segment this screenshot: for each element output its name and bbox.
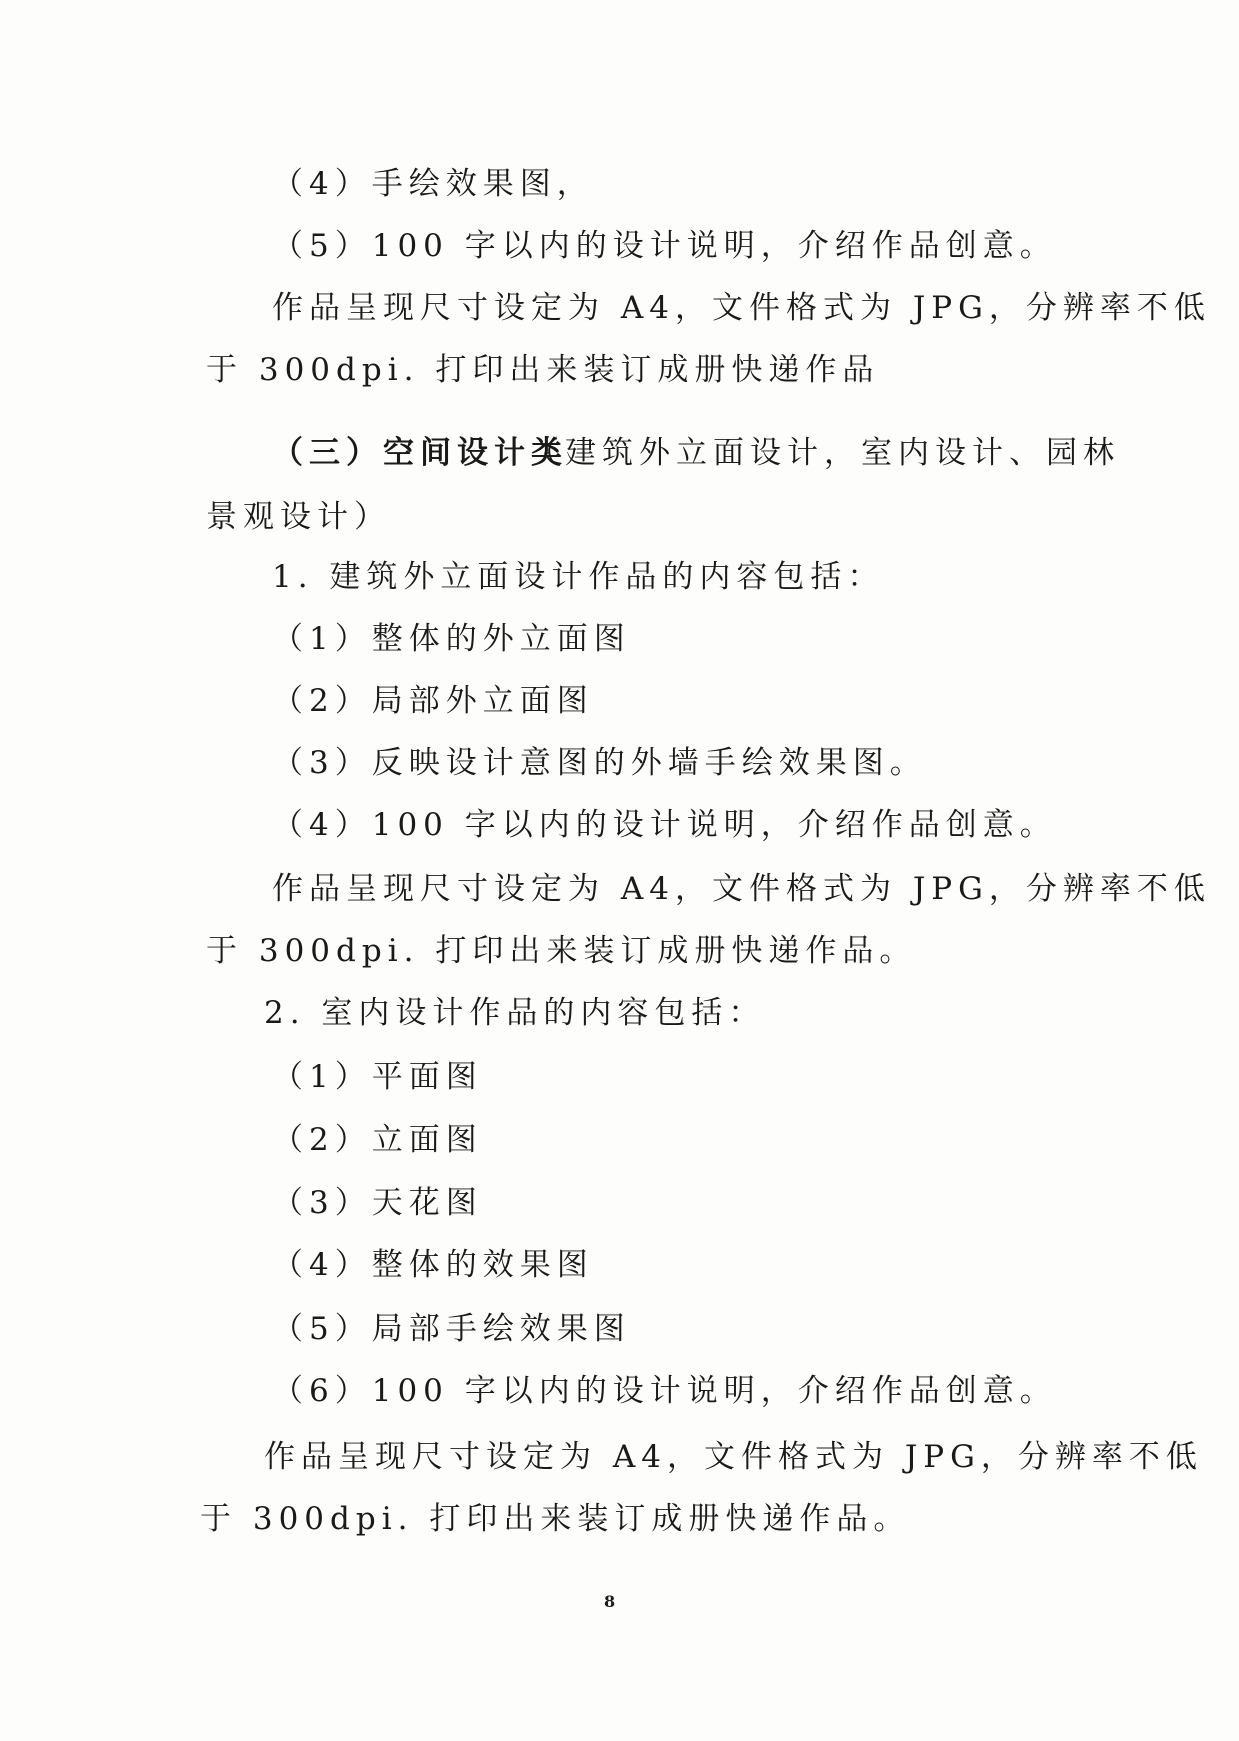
list-item-2-partial-facade: （2）局部外立面图 [272, 683, 594, 719]
paragraph-spec-line-1: 作品呈现尺寸设定为 A4，文件格式为 JPG，分辨率不低 [272, 290, 1211, 326]
section-heading-subcategories: （建筑外立面设计，室内设计、园林 [528, 435, 1120, 471]
list-item-6-description: （6）100 字以内的设计说明，介绍作品创意。 [272, 1373, 1057, 1409]
section-heading-continuation: 景观设计） [206, 499, 391, 535]
section-heading-space-design: （三）空间设计类 [272, 435, 568, 471]
list-item-1-floor-plan: （1）平面图 [272, 1059, 483, 1095]
list-item-4-overall-rendering: （4）整体的效果图 [272, 1247, 594, 1283]
subsection-heading-facade: 1. 建筑外立面设计作品的内容包括： [272, 559, 885, 595]
paragraph-spec-line-2: 于 300dpi. 打印出来装订成册快递作品 [206, 352, 880, 388]
list-item-5-partial-hand-drawn: （5）局部手绘效果图 [272, 1311, 631, 1347]
list-item-1-overall-facade: （1）整体的外立面图 [272, 621, 631, 657]
list-item-4-hand-drawn: （4）手绘效果图， [272, 166, 594, 202]
list-item-5-description: （5）100 字以内的设计说明，介绍作品创意。 [272, 228, 1057, 264]
subsection-heading-interior: 2. 室内设计作品的内容包括： [264, 995, 766, 1031]
page-number: 8 [604, 1592, 616, 1611]
paragraph-spec-line-2: 于 300dpi. 打印出来装订成册快递作品。 [206, 933, 917, 969]
list-item-3-wall-rendering: （3）反映设计意图的外墙手绘效果图。 [272, 745, 927, 781]
paragraph-spec-line-2: 于 300dpi. 打印出来装订成册快递作品。 [200, 1501, 911, 1537]
paragraph-spec-line-1: 作品呈现尺寸设定为 A4，文件格式为 JPG，分辨率不低 [272, 871, 1211, 907]
paragraph-spec-line-1: 作品呈现尺寸设定为 A4，文件格式为 JPG，分辨率不低 [264, 1439, 1203, 1475]
list-item-2-elevation: （2）立面图 [272, 1122, 483, 1158]
list-item-3-ceiling: （3）天花图 [272, 1185, 483, 1221]
list-item-4-description: （4）100 字以内的设计说明，介绍作品创意。 [272, 807, 1057, 843]
